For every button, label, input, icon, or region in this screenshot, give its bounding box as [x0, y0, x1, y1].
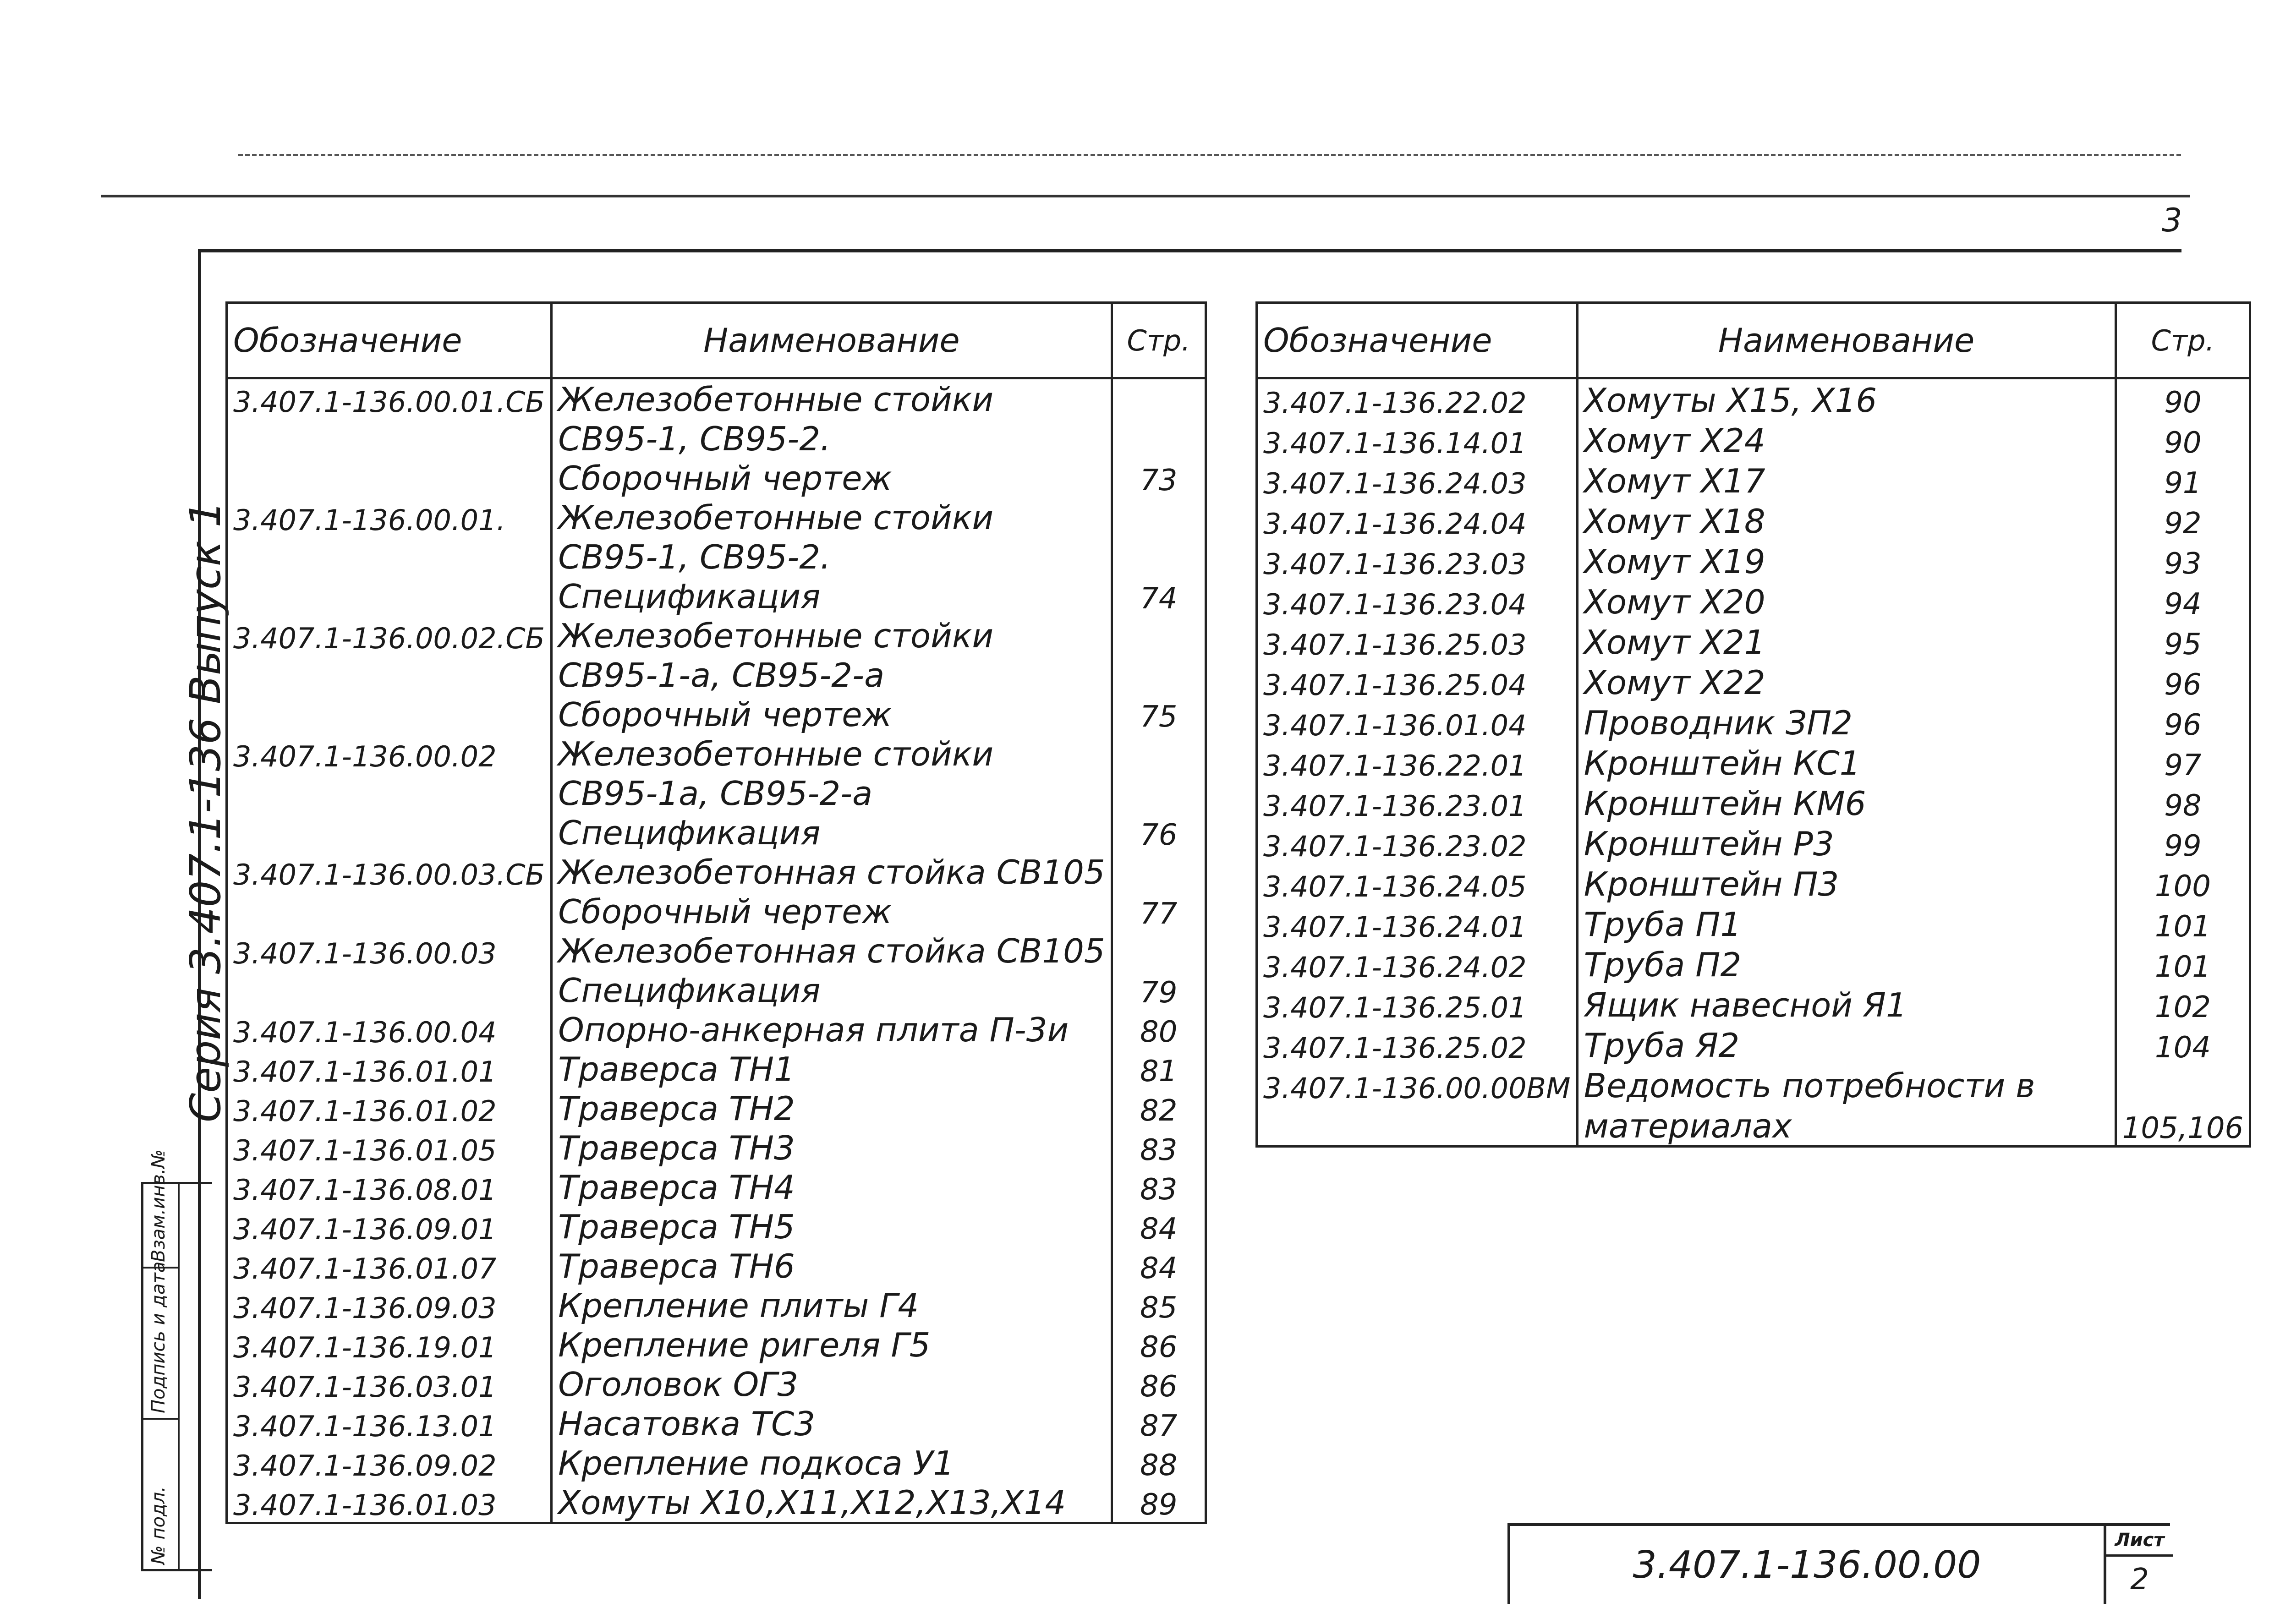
table-row	[227, 1010, 1206, 1049]
row-name: Хомут Х17	[1577, 460, 2116, 500]
sheet-box	[2104, 1526, 2173, 1604]
table-row	[227, 852, 1206, 891]
row-name: Кронштейн КС1	[1577, 742, 2116, 782]
table-row	[1257, 621, 2250, 662]
row-code: 3.407.1-136.00.03.СБ	[227, 852, 552, 891]
row-page	[1112, 734, 1206, 773]
row-name: Ведомость потребности в	[1577, 1065, 2116, 1105]
row-name: Крепление ригеля Г5	[552, 1325, 1112, 1364]
row-code	[227, 655, 552, 694]
row-page: 89	[1112, 1482, 1206, 1523]
row-name: СВ95-1, СВ95-2.	[552, 419, 1112, 458]
row-code: 3.407.1-136.24.03	[1257, 460, 1578, 500]
row-name: Кронштейн КМ6	[1577, 782, 2116, 823]
row-page: 95	[2116, 621, 2250, 662]
row-page: 94	[2116, 581, 2250, 621]
row-page	[1112, 378, 1206, 419]
row-name: Траверса ТН5	[552, 1207, 1112, 1246]
row-code: 3.407.1-136.24.02	[1257, 944, 1578, 984]
row-name: Спецификация	[552, 576, 1112, 616]
header-name: Наименование	[1577, 303, 2116, 378]
table-row	[1257, 662, 2250, 702]
row-name: Железобетонная стойка СВ105	[552, 852, 1112, 891]
table-row	[227, 1364, 1206, 1404]
row-name: Кронштейн П3	[1577, 863, 2116, 903]
row-name: Труба П2	[1577, 944, 2116, 984]
row-page	[1112, 852, 1206, 891]
table-row	[1257, 742, 2250, 782]
table-row	[1257, 903, 2250, 944]
row-code: 3.407.1-136.00.00ВМ	[1257, 1065, 1578, 1105]
row-code: 3.407.1-136.14.01	[1257, 420, 1578, 460]
row-page: 96	[2116, 702, 2250, 742]
row-code	[227, 537, 552, 576]
table-row	[1257, 944, 2250, 984]
row-page	[1112, 616, 1206, 655]
row-name: Хомуты Х10,Х11,Х12,Х13,Х14	[552, 1482, 1112, 1523]
row-page: 90	[2116, 420, 2250, 460]
table-row	[227, 1482, 1206, 1523]
row-code: 3.407.1-136.25.04	[1257, 662, 1578, 702]
right-table-header	[1257, 303, 2250, 378]
left-table-header	[227, 303, 1206, 378]
row-page: 73	[1112, 458, 1206, 498]
row-page: 83	[1112, 1167, 1206, 1207]
row-code: 3.407.1-136.24.04	[1257, 500, 1578, 541]
table-row	[1257, 702, 2250, 742]
row-page: 75	[1112, 694, 1206, 734]
row-code: 3.407.1-136.03.01	[227, 1364, 552, 1404]
table-row	[1257, 500, 2250, 541]
row-code: 3.407.1-136.01.07	[227, 1246, 552, 1285]
table-row	[227, 734, 1206, 773]
row-name: Труба Я2	[1577, 1024, 2116, 1065]
row-page	[1112, 655, 1206, 694]
header-code: Обозначение	[1257, 303, 1578, 378]
table-row	[227, 655, 1206, 694]
row-code: 3.407.1-136.01.01	[227, 1049, 552, 1088]
row-code: 3.407.1-136.08.01	[227, 1167, 552, 1207]
row-page: 104	[2116, 1024, 2250, 1065]
row-code	[1257, 1105, 1578, 1147]
row-name: Опорно-анкерная плита П-3и	[552, 1010, 1112, 1049]
title-block	[1507, 1523, 2170, 1604]
row-page: 83	[1112, 1128, 1206, 1167]
row-code: 3.407.1-136.23.03	[1257, 541, 1578, 581]
row-name: Ящик навесной Я1	[1577, 984, 2116, 1024]
table-row	[227, 1285, 1206, 1325]
row-name: СВ95-1-а, СВ95-2-а	[552, 655, 1112, 694]
row-code: 3.407.1-136.22.01	[1257, 742, 1578, 782]
row-code: 3.407.1-136.22.02	[1257, 378, 1578, 420]
table-row	[227, 419, 1206, 458]
table-row	[1257, 823, 2250, 863]
row-code	[227, 419, 552, 458]
row-name: Железобетонные стойки	[552, 498, 1112, 537]
row-name: Железобетонная стойка СВ105	[552, 931, 1112, 970]
top-dashed-line	[238, 154, 2181, 156]
side-stamp-replace-inv: Взам.инв.№	[148, 1149, 169, 1262]
row-name: Крепление плиты Г4	[552, 1285, 1112, 1325]
row-name: Железобетонные стойки	[552, 734, 1112, 773]
table-row	[227, 1207, 1206, 1246]
table-row	[1257, 984, 2250, 1024]
table-row	[1257, 460, 2250, 500]
row-page: 99	[2116, 823, 2250, 863]
row-page: 101	[2116, 944, 2250, 984]
table-row	[227, 694, 1206, 734]
row-page: 84	[1112, 1207, 1206, 1246]
row-name: Траверса ТН2	[552, 1088, 1112, 1128]
row-name: Траверса ТН1	[552, 1049, 1112, 1088]
row-name: СВ95-1, СВ95-2.	[552, 537, 1112, 576]
row-code: 3.407.1-136.09.01	[227, 1207, 552, 1246]
table-row	[227, 1088, 1206, 1128]
row-page: 105,106	[2116, 1105, 2250, 1147]
row-page: 86	[1112, 1364, 1206, 1404]
row-code	[227, 813, 552, 852]
table-row	[227, 498, 1206, 537]
row-code: 3.407.1-136.24.05	[1257, 863, 1578, 903]
row-code: 3.407.1-136.23.02	[1257, 823, 1578, 863]
row-name: Траверса ТН3	[552, 1128, 1112, 1167]
row-code: 3.407.1-136.01.02	[227, 1088, 552, 1128]
row-page: 77	[1112, 891, 1206, 931]
row-code: 3.407.1-136.09.02	[227, 1443, 552, 1482]
row-name: Спецификация	[552, 813, 1112, 852]
row-code: 3.407.1-136.00.03	[227, 931, 552, 970]
side-stamp-signature-date: Подпись и дата	[148, 1261, 169, 1413]
table-row	[227, 1325, 1206, 1364]
top-rule	[101, 195, 2190, 197]
row-code: 3.407.1-136.01.05	[227, 1128, 552, 1167]
row-name: Траверса ТН6	[552, 1246, 1112, 1285]
row-name: Сборочный чертеж	[552, 458, 1112, 498]
row-page: 81	[1112, 1049, 1206, 1088]
row-code: 3.407.1-136.01.03	[227, 1482, 552, 1523]
table-row	[227, 1443, 1206, 1482]
row-page: 96	[2116, 662, 2250, 702]
sheet-number: 2	[2130, 1563, 2149, 1597]
row-code	[227, 694, 552, 734]
row-page: 74	[1112, 576, 1206, 616]
row-code: 3.407.1-136.25.01	[1257, 984, 1578, 1024]
row-code: 3.407.1-136.00.02	[227, 734, 552, 773]
table-row	[1257, 581, 2250, 621]
row-code	[227, 576, 552, 616]
row-code: 3.407.1-136.00.04	[227, 1010, 552, 1049]
sheet-corner-number: 3	[2162, 202, 2182, 239]
row-page: 82	[1112, 1088, 1206, 1128]
table-row	[1257, 420, 2250, 460]
table-row	[227, 1128, 1206, 1167]
sheet-label: Лист	[2106, 1526, 2173, 1557]
row-name: Хомуты Х15, Х16	[1577, 378, 2116, 420]
row-code: 3.407.1-136.13.01	[227, 1404, 552, 1443]
table-row	[1257, 1065, 2250, 1105]
row-name: Хомут Х20	[1577, 581, 2116, 621]
table-row	[1257, 378, 2250, 420]
table-row	[1257, 863, 2250, 903]
table-row	[1257, 782, 2250, 823]
row-page: 91	[2116, 460, 2250, 500]
table-row	[1257, 1105, 2250, 1147]
row-code: 3.407.1-136.24.01	[1257, 903, 1578, 944]
table-row	[227, 1404, 1206, 1443]
row-page	[2116, 1065, 2250, 1105]
row-page: 100	[2116, 863, 2250, 903]
table-row	[227, 970, 1206, 1010]
right-spec-table	[1255, 301, 2251, 1148]
row-page: 92	[2116, 500, 2250, 541]
header-code: Обозначение	[227, 303, 552, 378]
row-name: Хомут Х22	[1577, 662, 2116, 702]
table-row	[227, 1049, 1206, 1088]
row-name: Кронштейн Р3	[1577, 823, 2116, 863]
row-name: Траверса ТН4	[552, 1167, 1112, 1207]
table-row	[227, 773, 1206, 813]
row-code: 3.407.1-136.00.01.СБ	[227, 378, 552, 419]
row-name: Труба П1	[1577, 903, 2116, 944]
table-row	[227, 1167, 1206, 1207]
row-page: 88	[1112, 1443, 1206, 1482]
row-name: Оголовок ОГ3	[552, 1364, 1112, 1404]
row-name: Сборочный чертеж	[552, 891, 1112, 931]
row-page: 93	[2116, 541, 2250, 581]
row-code	[227, 970, 552, 1010]
row-page: 86	[1112, 1325, 1206, 1364]
row-code: 3.407.1-136.25.03	[1257, 621, 1578, 662]
left-spec-table	[225, 301, 1207, 1524]
row-page: 102	[2116, 984, 2250, 1024]
row-page: 90	[2116, 378, 2250, 420]
table-row	[227, 537, 1206, 576]
table-row	[227, 813, 1206, 852]
row-code	[227, 773, 552, 813]
row-code: 3.407.1-136.09.03	[227, 1285, 552, 1325]
row-name: Хомут Х24	[1577, 420, 2116, 460]
row-name: материалах	[1577, 1105, 2116, 1147]
row-name: Крепление подкоса У1	[552, 1443, 1112, 1482]
side-stamp-inv-no: № подл.	[148, 1486, 169, 1564]
row-code: 3.407.1-136.01.04	[1257, 702, 1578, 742]
row-page: 76	[1112, 813, 1206, 852]
table-row	[227, 1246, 1206, 1285]
table-row	[1257, 1024, 2250, 1065]
row-code: 3.407.1-136.00.01.	[227, 498, 552, 537]
table-row	[227, 891, 1206, 931]
row-page	[1112, 498, 1206, 537]
row-name: Железобетонные стойки	[552, 378, 1112, 419]
row-name: Железобетонные стойки	[552, 616, 1112, 655]
row-page: 85	[1112, 1285, 1206, 1325]
table-row	[227, 616, 1206, 655]
row-code	[227, 891, 552, 931]
header-page: Стр.	[1112, 303, 1206, 378]
row-page	[1112, 931, 1206, 970]
row-page	[1112, 419, 1206, 458]
row-page: 84	[1112, 1246, 1206, 1285]
row-name: Сборочный чертеж	[552, 694, 1112, 734]
row-name: Спецификация	[552, 970, 1112, 1010]
row-code: 3.407.1-136.23.01	[1257, 782, 1578, 823]
row-page: 79	[1112, 970, 1206, 1010]
row-page: 97	[2116, 742, 2250, 782]
series-label: Серия 3.407.1-136 Выпуск 1	[181, 500, 230, 1122]
row-code: 3.407.1-136.23.04	[1257, 581, 1578, 621]
row-code	[227, 458, 552, 498]
row-name: Проводник ЗП2	[1577, 702, 2116, 742]
row-name: Хомут Х18	[1577, 500, 2116, 541]
table-row	[1257, 541, 2250, 581]
table-row	[227, 458, 1206, 498]
row-page: 98	[2116, 782, 2250, 823]
side-stamp	[141, 1149, 212, 1571]
row-page	[1112, 537, 1206, 576]
row-code: 3.407.1-136.19.01	[227, 1325, 552, 1364]
header-page: Стр.	[2116, 303, 2250, 378]
header-name: Наименование	[552, 303, 1112, 378]
document-code: 3.407.1-136.00.00	[1633, 1543, 1981, 1587]
table-row	[227, 576, 1206, 616]
row-page: 80	[1112, 1010, 1206, 1049]
row-name: Хомут Х19	[1577, 541, 2116, 581]
row-page	[1112, 773, 1206, 813]
row-name: Насатовка ТС3	[552, 1404, 1112, 1443]
row-name: СВ95-1а, СВ95-2-а	[552, 773, 1112, 813]
row-code: 3.407.1-136.25.02	[1257, 1024, 1578, 1065]
row-page: 87	[1112, 1404, 1206, 1443]
row-code: 3.407.1-136.00.02.СБ	[227, 616, 552, 655]
side-stamp-divider	[178, 1184, 180, 1569]
table-row	[227, 931, 1206, 970]
row-name: Хомут Х21	[1577, 621, 2116, 662]
table-row	[227, 378, 1206, 419]
row-page: 101	[2116, 903, 2250, 944]
